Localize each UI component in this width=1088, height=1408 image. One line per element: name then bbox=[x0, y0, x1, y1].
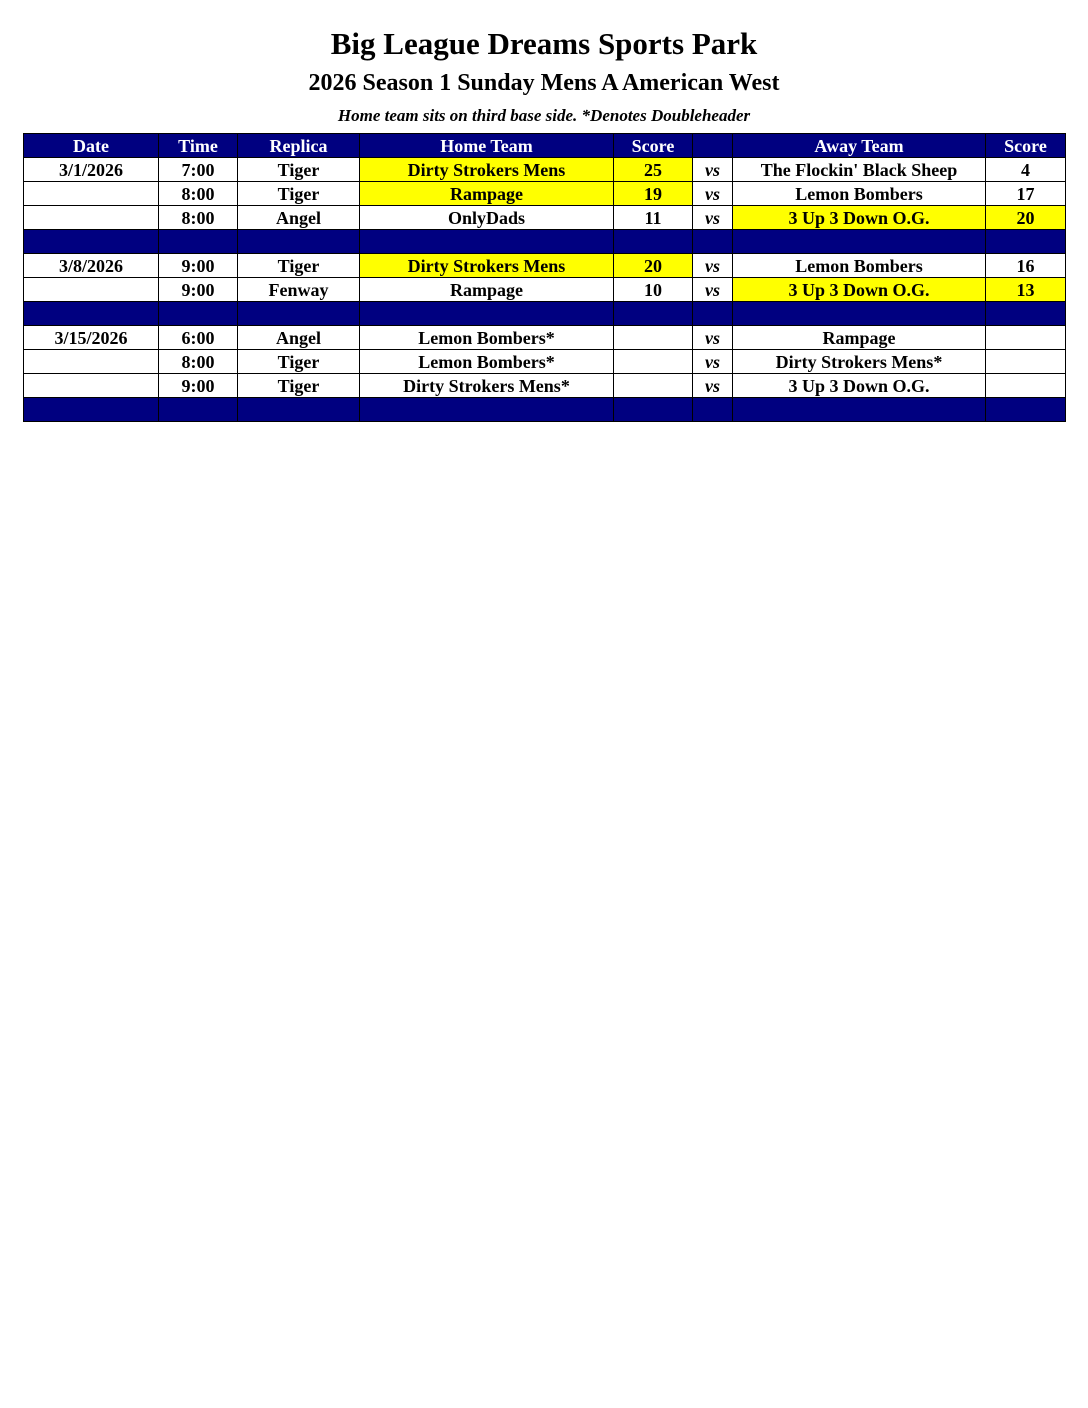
separator-cell bbox=[24, 302, 159, 326]
away-score-cell: 13 bbox=[986, 278, 1066, 302]
time-cell: 8:00 bbox=[159, 206, 238, 230]
home-team-cell: Lemon Bombers* bbox=[360, 326, 614, 350]
column-header-vs bbox=[693, 134, 733, 158]
away-team-cell: 3 Up 3 Down O.G. bbox=[733, 374, 986, 398]
date-cell: 3/8/2026 bbox=[24, 254, 159, 278]
replica-cell: Tiger bbox=[238, 182, 360, 206]
separator-cell bbox=[238, 302, 360, 326]
replica-cell: Tiger bbox=[238, 374, 360, 398]
schedule-note: Home team sits on third base side. *Denotes Doubleheader bbox=[337, 106, 751, 125]
time-cell: 8:00 bbox=[159, 182, 238, 206]
time-cell: 6:00 bbox=[159, 326, 238, 350]
separator-row bbox=[24, 302, 1066, 326]
home-score-cell: 20 bbox=[614, 254, 693, 278]
game-row bbox=[24, 182, 1066, 206]
separator-cell bbox=[733, 230, 986, 254]
schedule-body bbox=[24, 158, 1066, 422]
column-header-time: Time bbox=[159, 134, 238, 158]
column-header-date: Date bbox=[24, 134, 159, 158]
separator-cell bbox=[693, 398, 733, 422]
date-cell bbox=[24, 350, 159, 374]
separator-cell bbox=[238, 398, 360, 422]
date-cell bbox=[24, 206, 159, 230]
home-team-cell: OnlyDads bbox=[360, 206, 614, 230]
time-cell: 8:00 bbox=[159, 350, 238, 374]
away-score-cell: 16 bbox=[986, 254, 1066, 278]
separator-cell bbox=[360, 302, 614, 326]
column-header-replica: Replica bbox=[238, 134, 360, 158]
away-team-cell: Lemon Bombers bbox=[733, 182, 986, 206]
game-row bbox=[24, 254, 1066, 278]
replica-cell: Tiger bbox=[238, 158, 360, 182]
away-score-cell: 20 bbox=[986, 206, 1066, 230]
away-team-cell: The Flockin' Black Sheep bbox=[733, 158, 986, 182]
page-title: Big League Dreams Sports Park bbox=[330, 26, 758, 61]
separator-cell bbox=[693, 230, 733, 254]
away-team-cell: Dirty Strokers Mens* bbox=[733, 350, 986, 374]
separator-cell bbox=[733, 302, 986, 326]
vs-cell: vs bbox=[693, 374, 733, 398]
home-team-cell: Dirty Strokers Mens* bbox=[360, 374, 614, 398]
separator-cell bbox=[614, 398, 693, 422]
away-score-cell: 17 bbox=[986, 182, 1066, 206]
separator-cell bbox=[159, 302, 238, 326]
date-cell: 3/1/2026 bbox=[24, 158, 159, 182]
home-score-cell: 19 bbox=[614, 182, 693, 206]
home-score-cell: 10 bbox=[614, 278, 693, 302]
home-team-cell: Dirty Strokers Mens bbox=[360, 254, 614, 278]
replica-cell: Fenway bbox=[238, 278, 360, 302]
page-subtitle: 2026 Season 1 Sunday Mens A American West bbox=[308, 70, 780, 96]
separator-cell bbox=[159, 230, 238, 254]
time-cell: 9:00 bbox=[159, 278, 238, 302]
game-row bbox=[24, 206, 1066, 230]
vs-cell: vs bbox=[693, 350, 733, 374]
replica-cell: Angel bbox=[238, 326, 360, 350]
column-header-home-score: Score bbox=[614, 134, 693, 158]
separator-cell bbox=[986, 230, 1066, 254]
home-score-cell: 11 bbox=[614, 206, 693, 230]
separator-cell bbox=[614, 302, 693, 326]
separator-cell bbox=[986, 398, 1066, 422]
home-score-cell bbox=[614, 326, 693, 350]
date-cell: 3/15/2026 bbox=[24, 326, 159, 350]
vs-cell: vs bbox=[693, 254, 733, 278]
home-score-cell bbox=[614, 374, 693, 398]
separator-cell bbox=[693, 302, 733, 326]
vs-cell: vs bbox=[693, 182, 733, 206]
game-row bbox=[24, 374, 1066, 398]
time-cell: 9:00 bbox=[159, 374, 238, 398]
home-score-cell bbox=[614, 350, 693, 374]
separator-cell bbox=[360, 398, 614, 422]
away-team-cell: 3 Up 3 Down O.G. bbox=[733, 278, 986, 302]
vs-cell: vs bbox=[693, 206, 733, 230]
separator-row bbox=[24, 230, 1066, 254]
game-row bbox=[24, 326, 1066, 350]
game-row bbox=[24, 278, 1066, 302]
away-team-cell: 3 Up 3 Down O.G. bbox=[733, 206, 986, 230]
home-team-cell: Dirty Strokers Mens bbox=[360, 158, 614, 182]
away-score-cell bbox=[986, 326, 1066, 350]
home-team-cell: Rampage bbox=[360, 182, 614, 206]
header-row bbox=[24, 134, 1066, 158]
separator-cell bbox=[614, 230, 693, 254]
separator-cell bbox=[733, 398, 986, 422]
column-header-away-team: Away Team bbox=[733, 134, 986, 158]
vs-cell: vs bbox=[693, 326, 733, 350]
separator-cell bbox=[24, 398, 159, 422]
separator-cell bbox=[986, 302, 1066, 326]
home-team-cell: Rampage bbox=[360, 278, 614, 302]
away-score-cell: 4 bbox=[986, 158, 1066, 182]
date-cell bbox=[24, 278, 159, 302]
vs-cell: vs bbox=[693, 278, 733, 302]
date-cell bbox=[24, 182, 159, 206]
replica-cell: Angel bbox=[238, 206, 360, 230]
home-team-cell: Lemon Bombers* bbox=[360, 350, 614, 374]
time-cell: 9:00 bbox=[159, 254, 238, 278]
time-cell: 7:00 bbox=[159, 158, 238, 182]
separator-row bbox=[24, 398, 1066, 422]
away-score-cell bbox=[986, 374, 1066, 398]
vs-cell: vs bbox=[693, 158, 733, 182]
separator-cell bbox=[238, 230, 360, 254]
separator-cell bbox=[159, 398, 238, 422]
schedule-table bbox=[23, 133, 1066, 422]
game-row bbox=[24, 158, 1066, 182]
separator-cell bbox=[360, 230, 614, 254]
home-score-cell: 25 bbox=[614, 158, 693, 182]
separator-cell bbox=[24, 230, 159, 254]
away-team-cell: Lemon Bombers bbox=[733, 254, 986, 278]
replica-cell: Tiger bbox=[238, 350, 360, 374]
column-header-away-score: Score bbox=[986, 134, 1066, 158]
replica-cell: Tiger bbox=[238, 254, 360, 278]
column-header-home-team: Home Team bbox=[360, 134, 614, 158]
date-cell bbox=[24, 374, 159, 398]
away-score-cell bbox=[986, 350, 1066, 374]
away-team-cell: Rampage bbox=[733, 326, 986, 350]
game-row bbox=[24, 350, 1066, 374]
